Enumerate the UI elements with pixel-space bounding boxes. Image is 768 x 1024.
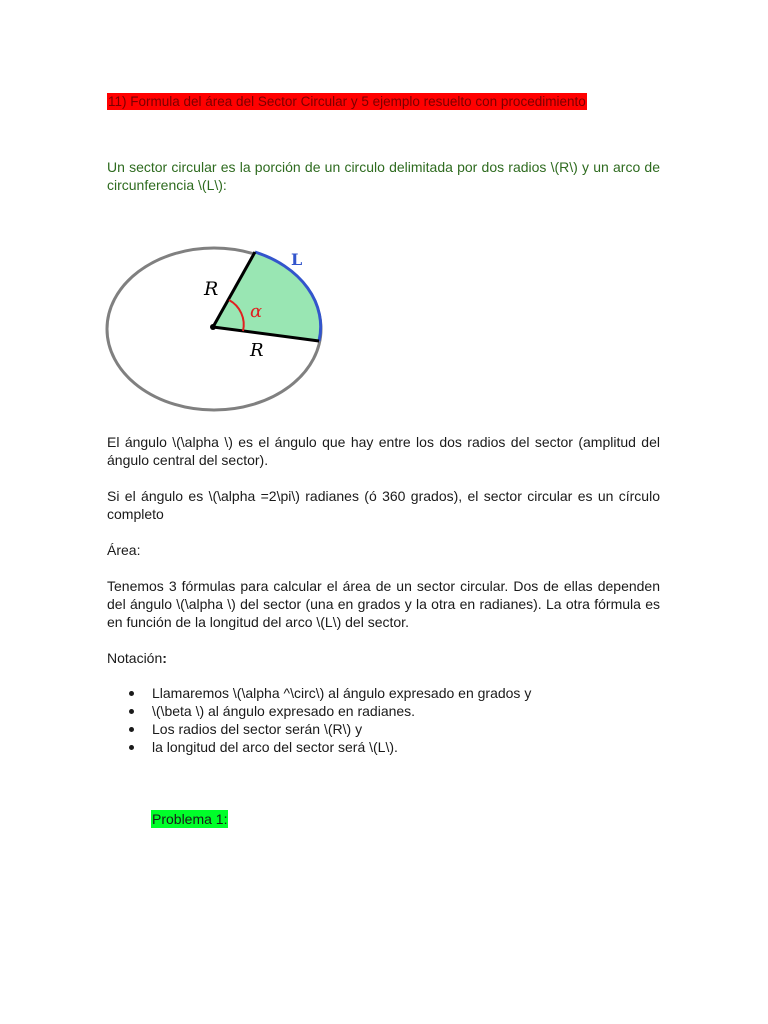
notation-colon: : (162, 650, 167, 666)
problem-heading: Problema 1: (152, 811, 228, 827)
notation-list (127, 684, 647, 756)
circular-sector-diagram (100, 240, 330, 420)
list-item: la longitud del arco del sector será \(L\). (127, 738, 647, 756)
label-angle-alpha: α (250, 301, 263, 322)
intro-paragraph: Un sector circular es la porción de un circulo delimitada por dos radios \(R\) y un arco de circunferencia \(L\): (107, 159, 660, 193)
label-radius-top: R (204, 278, 219, 300)
list-item: \(\beta \) al ángulo expresado en radianes. (127, 702, 647, 720)
notation-label (107, 649, 660, 667)
center-point (210, 324, 216, 330)
list-item: Los radios del sector serán \(R\) y (127, 720, 647, 738)
angle-paragraph: El ángulo \(\alpha \) es el ángulo que hay entre los dos radios del sector (amplitud del ángulo central del sector). (107, 434, 660, 468)
notation-text: Notación (107, 650, 163, 666)
section-heading: 11) Formula del área del Sector Circular y 5 ejemplo resuelto con procedimiento (108, 94, 586, 109)
label-arc-l: L (291, 250, 303, 269)
label-radius-bottom: R (250, 340, 264, 361)
area-label: Área: (107, 542, 141, 558)
formulas-paragraph: Tenemos 3 fórmulas para calcular el área de un sector circular. Dos de ellas dependen del ángulo \(\alpha \) del sector (una en grados y la otra en radianes). La otra fórmula es en función de la longitud del arco \(L\) del sector. (107, 578, 660, 630)
list-item: Llamaremos \(\alpha ^\circ\) al ángulo expresado en grados y (127, 684, 647, 702)
full-circle-paragraph: Si el ángulo es \(\alpha =2\pi\) radianes (ó 360 grados), el sector circular es un círculo completo (107, 488, 660, 522)
